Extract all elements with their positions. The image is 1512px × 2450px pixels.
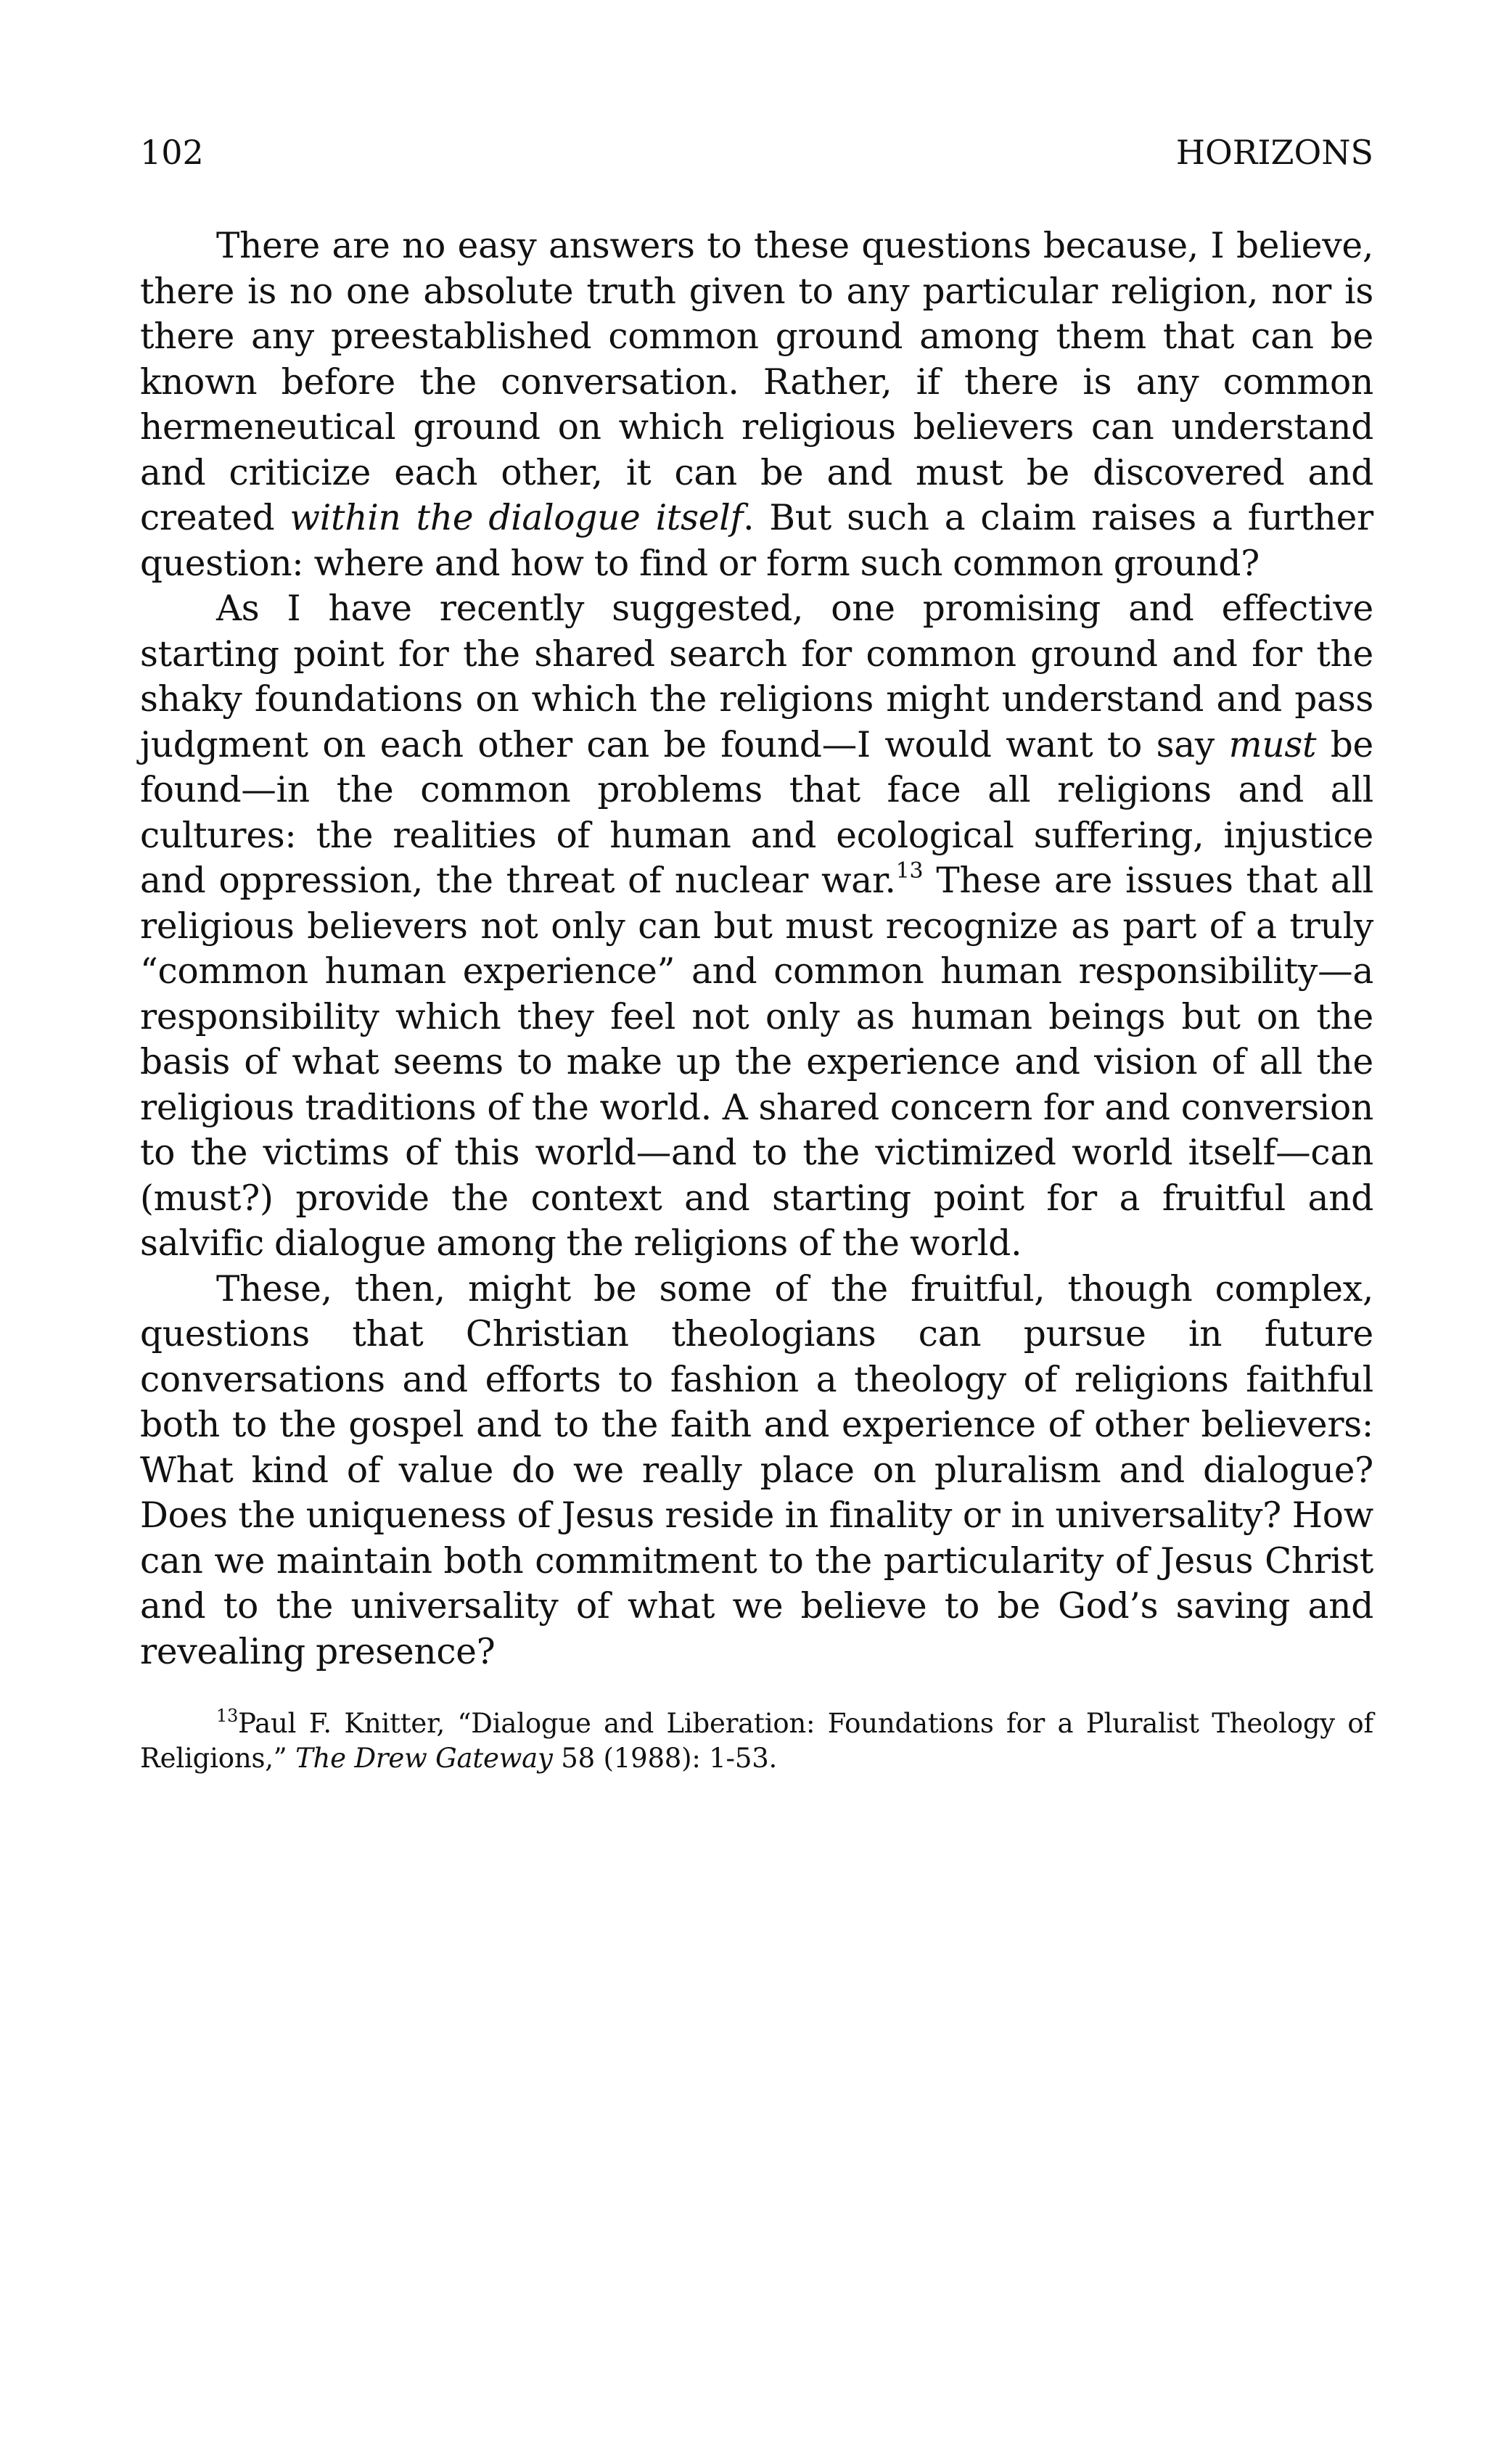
paragraph-2-text-b: be found—in the common problems that face all religions and all cultures: the realities of human and ecological suffering, injustice and oppression, the threat of nuclear war. <box>140 724 1373 901</box>
footnote-reference[interactable]: 13 <box>895 858 924 884</box>
footnote-13 <box>140 1706 1373 1776</box>
paragraph-2-text-c: These are issues that all religious believers not only can but must recognize as part of a truly “common human experience” and common human responsibility—a responsibility which they feel not only as human beings but on the basis of what seems to make up the experience and vision of all the religious traditions of the world. A shared concern for and conversion to the victims of this world—and to the victimized world itself—can (must?) provide the context and starting point for a fruitful and salvific dialogue among the religions of the world. <box>140 860 1373 1264</box>
paragraph-3: These, then, might be some of the fruitful, though complex, questions that Christian theologians can pursue in future conversations and efforts to fashion a theology of religions faithful both to the gospel and to the faith and experience of other believers: What kind of value do we really place on pluralism and dialogue? Does the uniqueness of Jesus reside in finality or in universality? How can we maintain both commitment to the particularity of Jesus Christ and to the universality of what we believe to be God’s saving and revealing presence? <box>140 1268 1373 1672</box>
footnote-text-b: 58 (1988): 1-53. <box>552 1743 778 1774</box>
footnotes <box>140 1706 1373 1776</box>
paragraph-1 <box>140 223 1373 586</box>
running-head <box>140 131 1373 174</box>
page-number: 102 <box>140 133 204 172</box>
paragraph-2-text-a: As I have recently suggested, one promising and effective starting point for the shared search for common ground and for the shaky foundations on which the religions might understand and pass judgment on each other can be found—I would want to say <box>140 588 1373 765</box>
paragraph-2-emphasis: must <box>1228 724 1317 765</box>
paragraph-2 <box>140 586 1373 1267</box>
footnote-number: 13 <box>216 1706 239 1726</box>
paragraph-1-emphasis: within the dialogue itself <box>289 498 744 538</box>
journal-page <box>140 131 1373 1776</box>
journal-title: HORIZONS <box>1175 133 1373 172</box>
paragraph-1-text-b: . But such a claim raises a further question: where and how to find or form such common ground? <box>140 498 1373 584</box>
article-body <box>140 223 1373 1674</box>
footnote-journal-title: The Drew Gateway <box>295 1743 553 1774</box>
paragraph-1-text-a: There are no easy answers to these questions because, I believe, there is no one absolute truth given to any particular religion, nor is there any preestablished common ground among them that can be known before the conversation. Rather, if there is any common hermeneutical ground on which religious believers can understand and criticize each other, it can be and must be discovered and created <box>140 226 1373 538</box>
footnote-text-a: Paul F. Knitter, “Dialogue and Liberation: Foundations for a Pluralist Theology of Religions,” <box>140 1708 1373 1774</box>
